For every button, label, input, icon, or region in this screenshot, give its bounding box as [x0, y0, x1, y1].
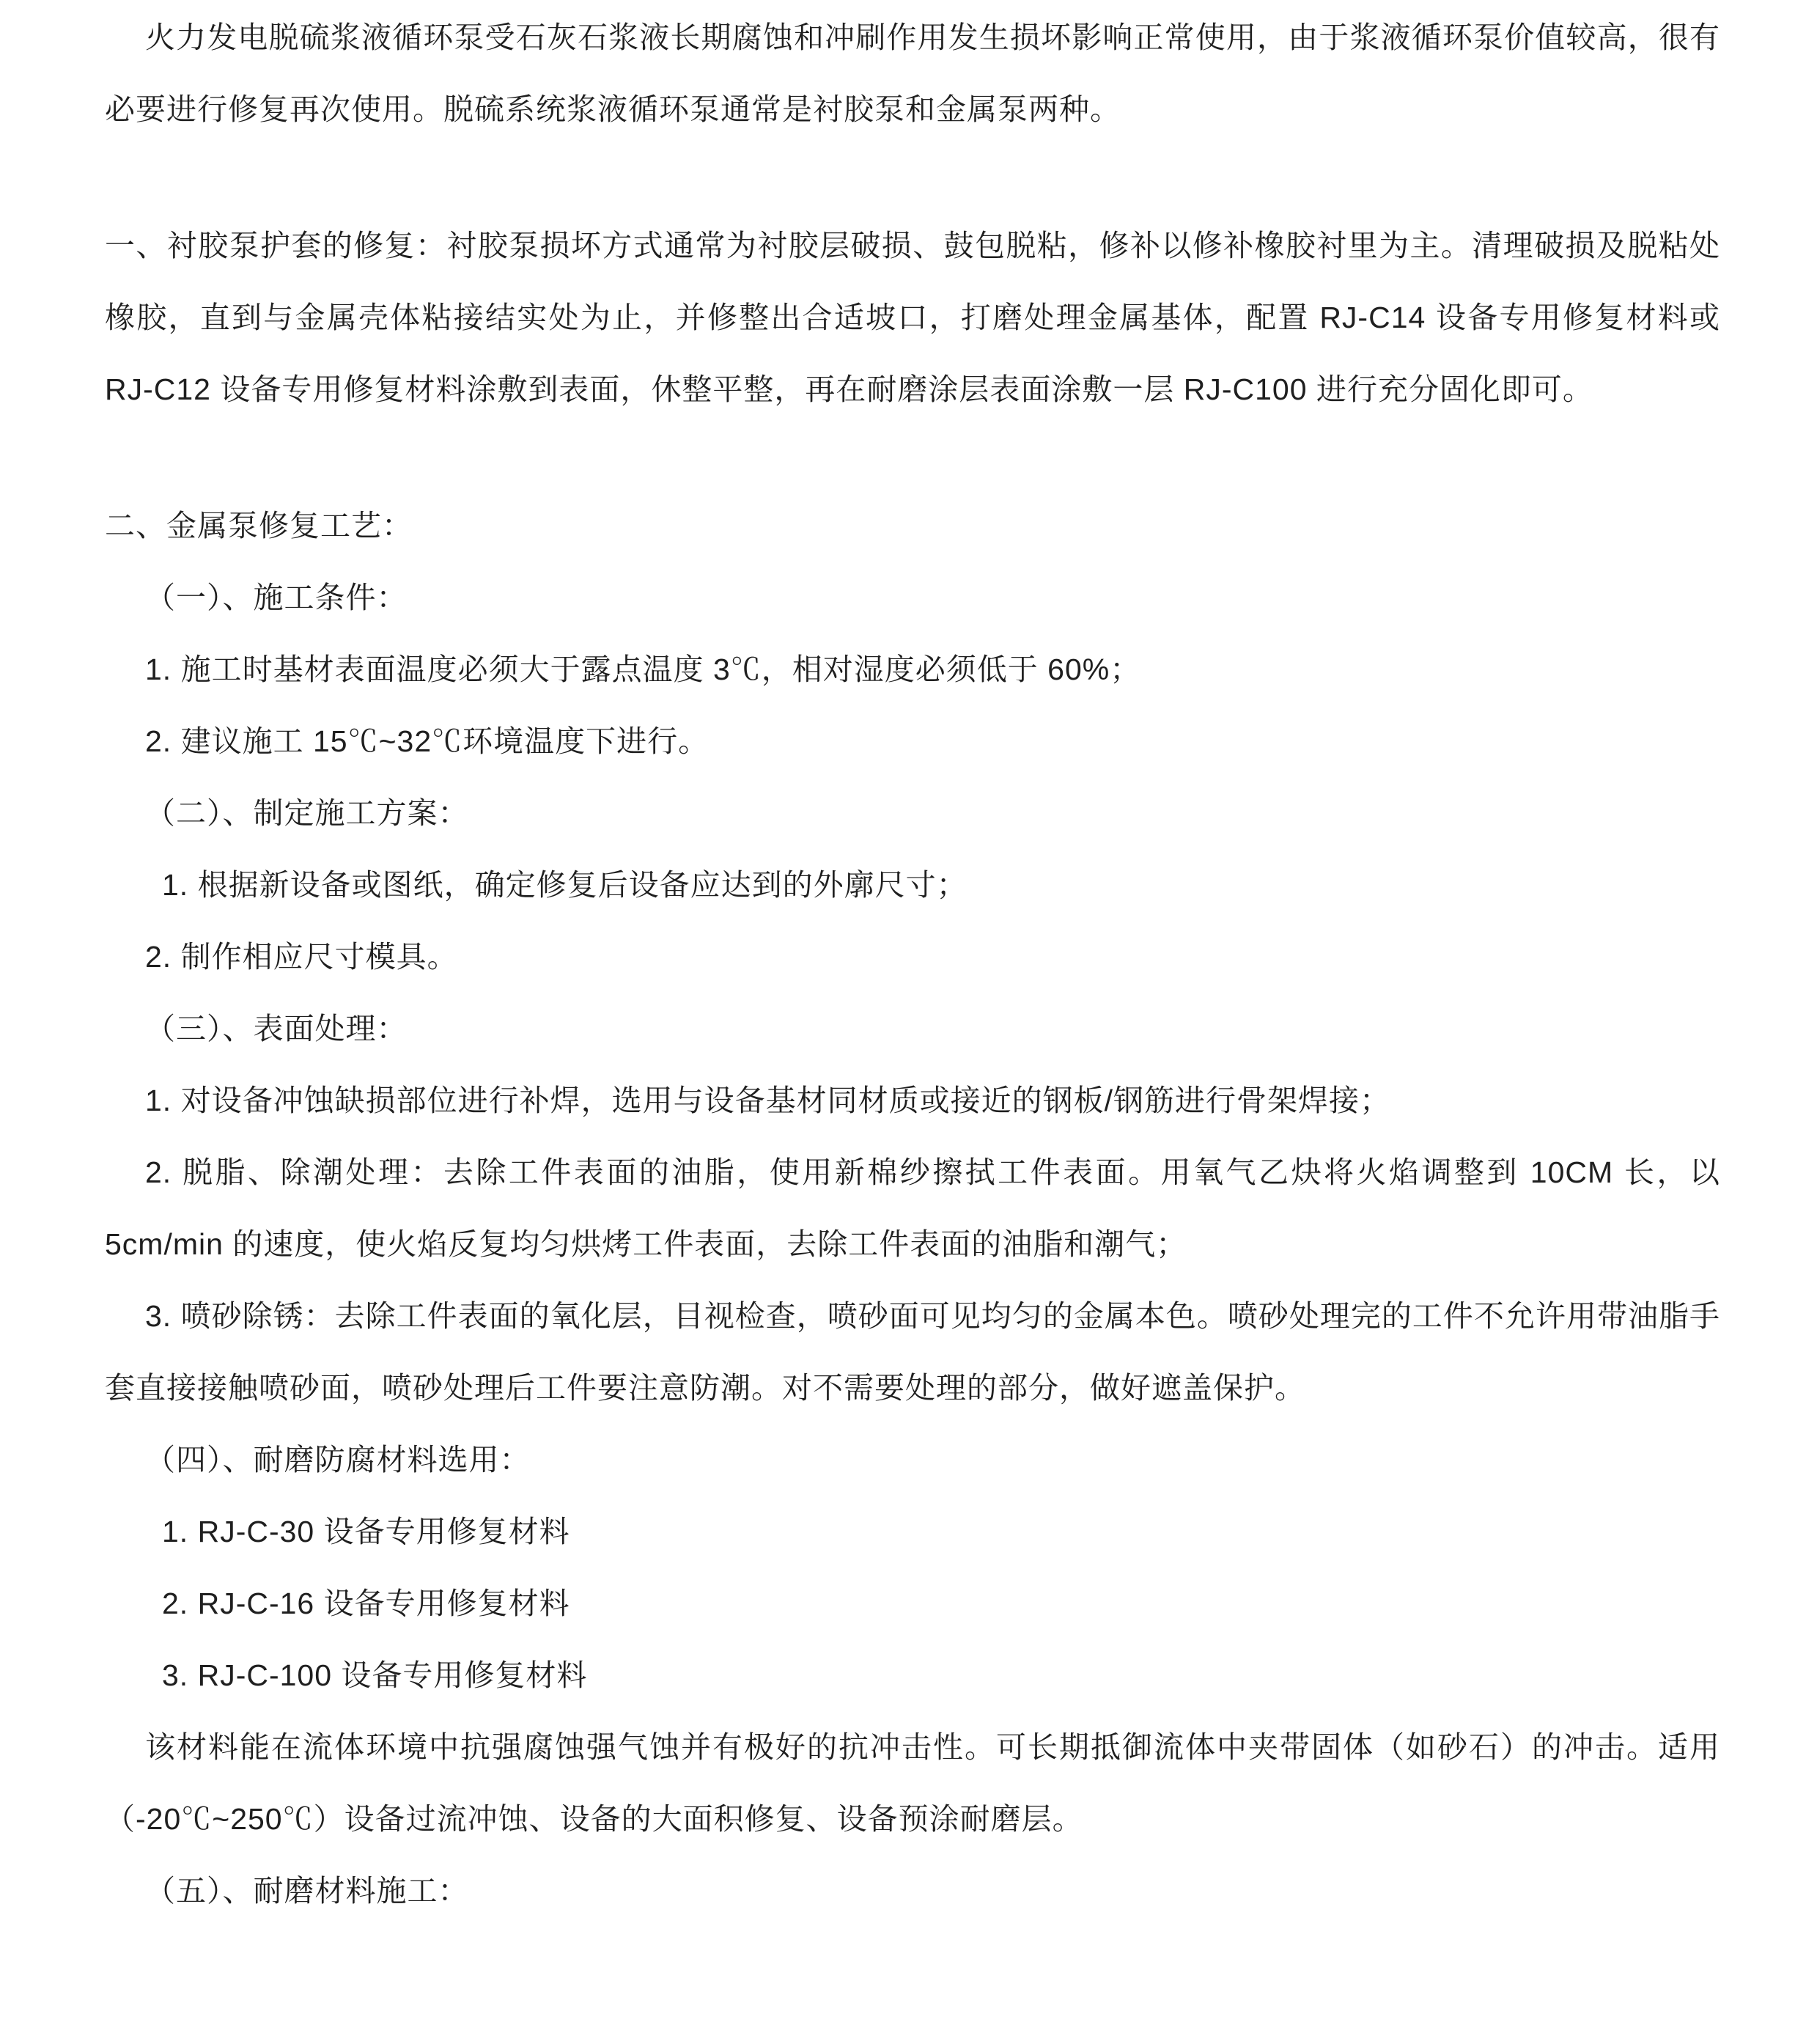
paragraph-subsection-5-heading: （五）、耐磨材料施工：: [145, 1874, 469, 1908]
paragraph-intro: 火力发电脱硫浆液循环泵受石灰石浆液长期腐蚀和冲刷作用发生损坏影响正常使用，由于浆液循环泵价值较高，很有必要进行修复再次使用。脱硫系统浆液循环泵通常是衬胶泵和金属泵两种。: [105, 21, 1720, 126]
paragraph-material-item-1: 1. RJ-C-30 设备专用修复材料: [162, 1515, 570, 1548]
paragraph-material-description: 该材料能在流体环境中抗强腐蚀强气蚀并有极好的抗冲击性。可长期抵御流体中夹带固体（如砂石）的冲击。适用（-20℃~250℃）设备过流冲蚀、设备的大面积修复、设备预涂耐磨层。: [105, 1730, 1720, 1836]
paragraph-subsection-2-heading: （二）、制定施工方案：: [145, 796, 469, 830]
paragraph-surface-item-2: 2. 脱脂、除潮处理：去除工件表面的油脂，使用新棉纱擦拭工件表面。用氧气乙炔将火焰调整到 10CM 长，以 5cm/min 的速度，使火焰反复均匀烘烤工件表面，去除工件表面的油脂和潮气；: [105, 1155, 1720, 1261]
paragraph-surface-item-1: 1. 对设备冲蚀缺损部位进行补焊，选用与设备基材同材质或接近的钢板/钢筋进行骨架焊接；: [145, 1084, 1390, 1117]
paragraph-subsection-4-heading: （四）、耐磨防腐材料选用：: [145, 1443, 531, 1477]
paragraph-plan-item-2: 2. 制作相应尺寸模具。: [145, 940, 458, 974]
paragraph-condition-item-2: 2. 建议施工 15℃~32℃环境温度下进行。: [145, 724, 710, 758]
paragraph-plan-item-1: 1. 根据新设备或图纸，确定修复后设备应达到的外廓尺寸；: [162, 868, 968, 902]
paragraph-section-1-rubber-pump: 一、衬胶泵护套的修复：衬胶泵损坏方式通常为衬胶层破损、鼓包脱粘，修补以修补橡胶衬里为主。清理破损及脱粘处橡胶，直到与金属壳体粘接结实处为止，并修整出合适坡口，打磨处理金属基体，配置 RJ-C14 设备专用修复材料或 RJ-C12 设备专用修复材料涂敷到表面，休整平整，再在耐磨涂层表面涂敷一层 RJ-C100 进行充分固化即可。: [105, 229, 1720, 406]
paragraph-subsection-1-heading: （一）、施工条件：: [145, 581, 408, 614]
paragraph-material-item-2: 2. RJ-C-16 设备专用修复材料: [162, 1587, 570, 1620]
paragraph-surface-item-3: 3. 喷砂除锈：去除工件表面的氧化层，目视检查，喷砂面可见均匀的金属本色。喷砂处理完的工件不允许用带油脂手套直接接触喷砂面，喷砂处理后工件要注意防潮。对不需要处理的部分，做好遮盖保护。: [105, 1299, 1720, 1405]
paragraph-condition-item-1: 1. 施工时基材表面温度必须大于露点温度 3℃，相对湿度必须低于 60%；: [145, 652, 1141, 686]
paragraph-subsection-3-heading: （三）、表面处理：: [145, 1012, 408, 1045]
paragraph-material-item-3: 3. RJ-C-100 设备专用修复材料: [162, 1658, 588, 1692]
blank-line: [105, 145, 1720, 210]
paragraph-section-2-heading: 二、金属泵修复工艺：: [105, 509, 413, 543]
blank-line: [105, 425, 1720, 490]
